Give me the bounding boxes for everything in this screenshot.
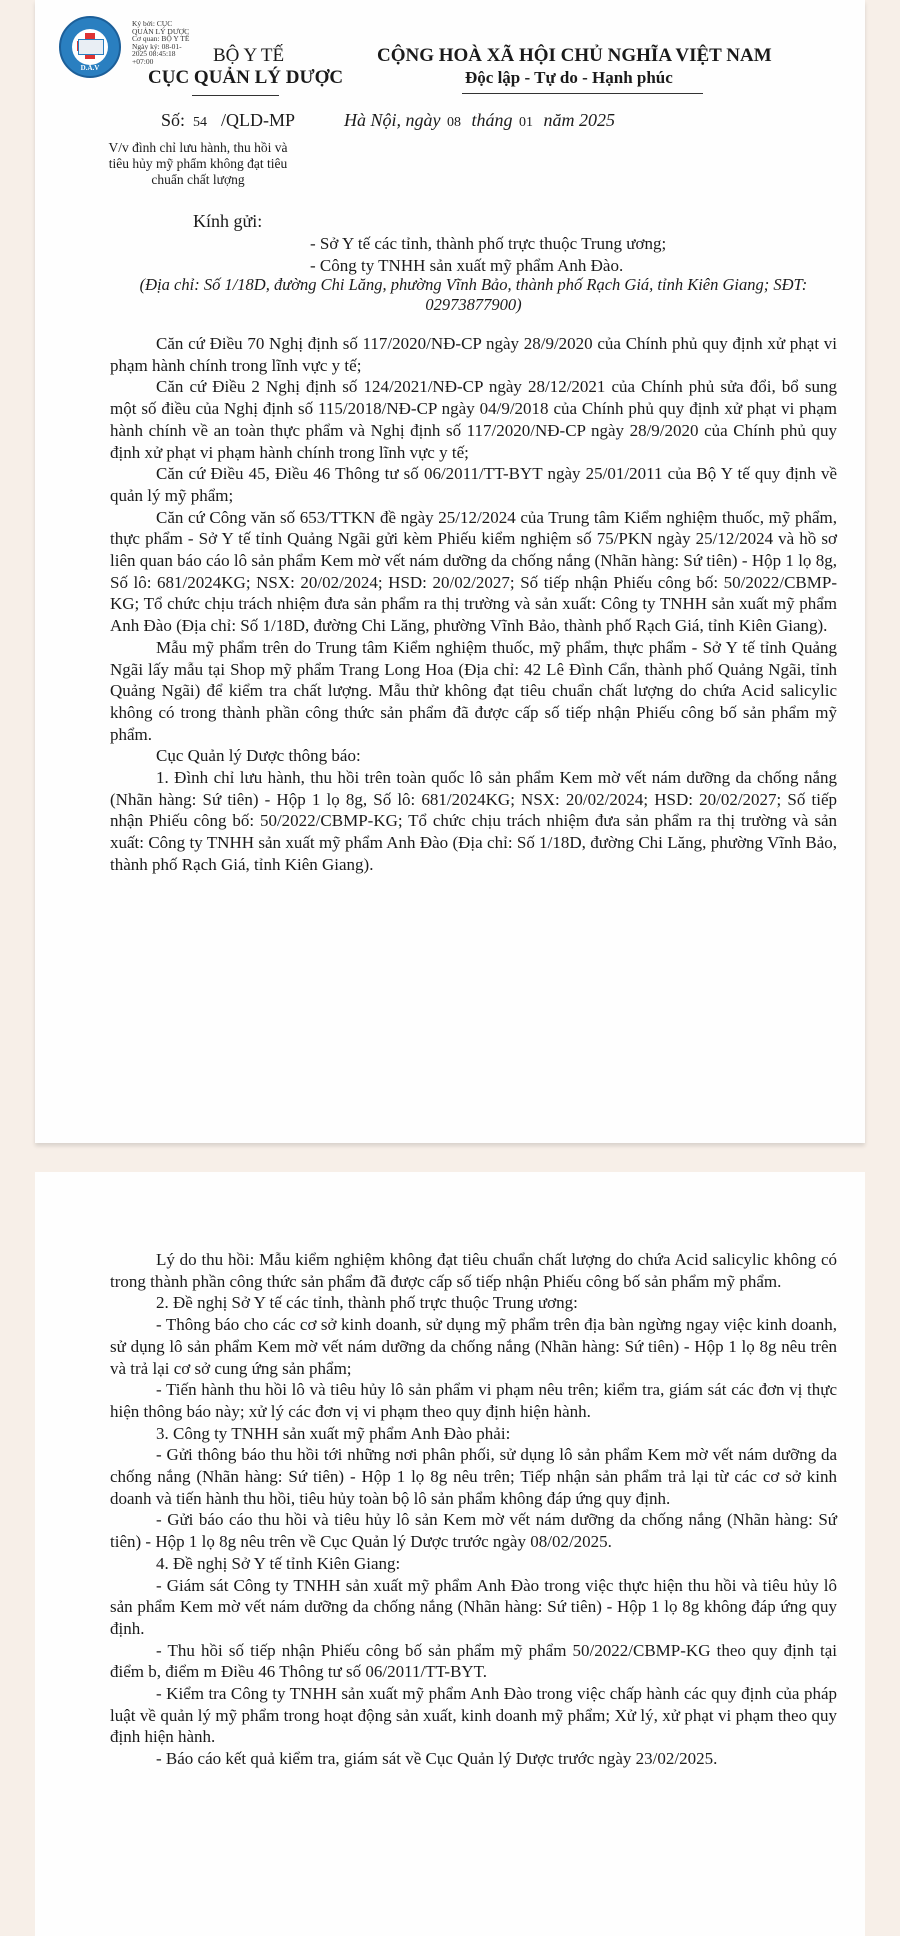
directive-item-4-heading: 4. Đề nghị Sở Y tế tỉnh Kiên Giang: (156, 1553, 401, 1573)
department-name: CỤC QUẢN LÝ DƯỢC (148, 67, 344, 88)
directive-bullet: - Gửi báo cáo thu hồi và tiêu hủy lô sản Kem mờ vết nám dưỡng da chống nắng (Nhãn hàng: Sứ tiên) - Hộp 1 lọ 8g nêu trên về Cục Quản lý Dược trước ngày 08/02/2025. (110, 1510, 837, 1552)
page2-body (110, 1249, 837, 1770)
doc-number-label: Số: (161, 110, 186, 130)
date-month: 01 (519, 115, 534, 130)
recall-reason: Lý do thu hồi: Mẫu kiểm nghiệm không đạt tiêu chuẩn chất lượng do chứa Acid salicylic không có trong thành phần công thức sản phẩm đã được cấp số tiếp nhận Phiếu công bố sản phẩm mỹ phẩm. (110, 1250, 837, 1291)
date-prefix: Hà Nội, ngày (344, 110, 441, 130)
directive-item-3-heading: 3. Công ty TNHH sản xuất mỹ phẩm Anh Đào phải: (156, 1423, 511, 1443)
doc-code: /QLD-MP (221, 110, 296, 130)
directive-bullet: - Báo cáo kết quả kiểm tra, giám sát về Cục Quản lý Dược trước ngày 23/02/2025. (156, 1749, 718, 1769)
sample-description-paragraph: Mẫu mỹ phẩm trên do Trung tâm Kiểm nghiệm thuốc, mỹ phẩm, thực phẩm - Sở Y tế tỉnh Quảng Ngãi lấy mẫu tại Shop mỹ phẩm Trang Long Hoa (Địa chỉ: 42 Lê Đình Cẩn, thành phố Quảng Ngãi, tỉnh Quảng Ngãi) để kiểm tra chất lượng. Mẫu thử không đạt tiêu chuẩn chất lượng do chứa Acid salicylic không có trong thành phần công thức sản phẩm đã được cấp số tiếp nhận Phiếu công bố sản phẩm mỹ phẩm. (110, 637, 837, 744)
issue-date (344, 110, 615, 131)
seal-inner (72, 29, 108, 65)
legal-basis-paragraph: Căn cứ Điều 70 Nghị định số 117/2020/NĐ-CP ngày 28/9/2020 của Chính phủ quy định xử phạt vi phạm hành chính trong lĩnh vực y tế; (110, 334, 837, 375)
year-label: năm 2025 (543, 110, 616, 130)
doc-number-value: 54 (193, 115, 208, 130)
national-motto: Độc lập - Tự do - Hạnh phúc (465, 68, 673, 87)
department-underline (192, 95, 279, 96)
legal-basis-paragraph: Căn cứ Điều 2 Nghị định số 124/2021/NĐ-CP ngày 28/12/2021 của Chính phủ sửa đổi, bổ sung một số điều của Nghị định số 115/2018/NĐ-CP ngày 04/9/2018 của Chính phủ quy định xử phạt vi phạm hành chính về an toàn thực phẩm và Nghị định số 117/2020/NĐ-CP ngày 28/9/2020 của Chính phủ quy định xử phạt vi phạm hành chính trong lĩnh vực y tế; (110, 377, 837, 462)
signed-by: Ký bởi: CỤC QUẢN LÝ DƯỢC (132, 19, 190, 36)
recipient-item: - Công ty TNHH sản xuất mỹ phẩm Anh Đào. (310, 256, 624, 275)
directive-bullet: - Kiểm tra Công ty TNHH sản xuất mỹ phẩm Anh Đào trong việc chấp hành các quy định của pháp luật về quản lý mỹ phẩm trong hoạt động sản xuất, kinh doanh mỹ phẩm; Xử lý, xử phạt vi phạm theo quy định hiện hành. (110, 1684, 837, 1747)
directive-item-1: 1. Đình chỉ lưu hành, thu hồi trên toàn quốc lô sản phẩm Kem mờ vết nám dưỡng da chống nắng (Nhãn hàng: Sứ tiên) - Hộp 1 lọ 8g, Số lô: 681/2024KG; NSX: 20/02/2024; HSD: 20/02/2027; Số tiếp nhận Phiếu công bố: 50/2022/CBMP-KG; Tổ chức chịu trách nhiệm đưa sản phẩm ra thị trường và sản xuất: Công ty TNHH sản xuất mỹ phẩm Anh Đào (Địa chỉ: Số 1/18D, đường Chi Lăng, phường Vĩnh Bảo, thành phố Rạch Giá, tỉnh Kiên Giang). (110, 768, 837, 874)
page1-body (110, 333, 837, 876)
directive-bullet: - Giám sát Công ty TNHH sản xuất mỹ phẩm Anh Đào trong việc thực hiện thu hồi và tiêu hủy lô sản phẩm Kem mờ vết nám dưỡng da chống nắng (Nhãn hàng: Sứ tiên) - Hộp 1 lọ 8g không đáp ứng quy định. (110, 1575, 837, 1638)
directive-bullet: - Thu hồi số tiếp nhận Phiếu công bố sản phẩm mỹ phẩm 50/2022/CBMP-KG theo quy định tại điểm b, điểm m Điều 46 Thông tư số 06/2011/TT-BYT. (110, 1640, 837, 1682)
signing-date: Ngày ký: 08-01-2025 08:45:18 +07:00 (132, 41, 182, 66)
document-page-1 (35, 0, 865, 1143)
open-book-icon (78, 39, 104, 55)
logo-text: D.A.V (80, 64, 100, 72)
month-label: tháng (471, 110, 513, 130)
signing-agency: Cơ quan: BỘ Y TẾ (132, 34, 190, 43)
ministry-name: BỘ Y TẾ (213, 45, 285, 66)
legal-basis-paragraph: Căn cứ Công văn số 653/TTKN đề ngày 25/12/2024 của Trung tâm Kiểm nghiệm thuốc, mỹ phẩm, thực phẩm - Sở Y tế tỉnh Quảng Ngãi gửi kèm Phiếu kiểm nghiệm số 75/PKN ngày 25/12/2024 và hồ sơ liên quan báo cáo lô sản phẩm Kem mờ vết nám dưỡng da chống nắng (Nhãn hàng: Sứ tiên) - Hộp 1 lọ 8g, Số lô: 681/2024KG; NSX: 20/02/2024; HSD: 20/02/2027; Số tiếp nhận Phiếu công bố: 50/2022/CBMP-KG; Tổ chức chịu trách nhiệm đưa sản phẩm ra thị trường và sản xuất: Công ty TNHH sản xuất mỹ phẩm Anh Đào (Địa chỉ: Số 1/18D, đường Chi Lăng, phường Vĩnh Bảo, thành phố Rạch Giá, tỉnh Kiên Giang). (110, 507, 837, 636)
digital-signature-stamp (132, 20, 194, 65)
directive-bullet: - Gửi thông báo thu hồi tới những nơi phân phối, sử dụng lô sản phẩm Kem mờ vết nám dưỡng da chống nắng (Nhãn hàng: Sứ tiên) - Hộp 1 lọ 8g nêu trên; Tiếp nhận sản phẩm trả lại từ các cơ sở kinh doanh và tiến hành thu hồi, tiêu hủy toàn bộ lô sản phẩm không đáp ứng quy định. (110, 1445, 837, 1508)
legal-basis-paragraph: Căn cứ Điều 45, Điều 46 Thông tư số 06/2011/TT-BYT ngày 25/01/2011 của Bộ Y tế quy định về quản lý mỹ phẩm; (110, 464, 837, 505)
date-day: 08 (447, 115, 461, 130)
document-page-2 (35, 1172, 865, 1936)
directive-bullet: - Tiến hành thu hồi lô và tiêu hủy lô sản phẩm vi phạm nêu trên; kiểm tra, giám sát các đơn vị thực hiện thông báo này; xử lý các đơn vị vi phạm theo quy định hiện hành. (110, 1380, 837, 1421)
motto-underline (462, 93, 703, 94)
ministry-seal-logo (59, 16, 121, 78)
recipient-address: (Địa chỉ: Số 1/18D, đường Chi Lăng, phường Vĩnh Bảo, thành phố Rạch Giá, tỉnh Kiên Giang; SĐT: 02973877900) (139, 275, 808, 314)
country-name: CỘNG HOÀ XÃ HỘI CHỦ NGHĨA VIỆT NAM (377, 45, 772, 66)
directive-item-2-heading: 2. Đề nghị Sở Y tế các tỉnh, thành phố trực thuộc Trung ương: (156, 1293, 578, 1313)
announcement-heading: Cục Quản lý Dược thông báo: (156, 746, 361, 766)
subject-line: V/v đình chỉ lưu hành, thu hồi và tiêu hủy mỹ phẩm không đạt tiêu chuẩn chất lượng (108, 140, 288, 187)
recipients-label: Kính gửi: (193, 211, 263, 231)
directive-bullet: - Thông báo cho các cơ sở kinh doanh, sử dụng mỹ phẩm trên địa bàn ngừng ngay việc kinh doanh, sử dụng lô sản phẩm Kem mờ vết nám dưỡng da chống nắng (Nhãn hàng: Sứ tiên) - Hộp 1 lọ 8g nêu trên và trả lại cơ sở cung ứng sản phẩm; (110, 1315, 837, 1378)
recipient-item: - Sở Y tế các tỉnh, thành phố trực thuộc Trung ương; (310, 234, 667, 253)
document-number (161, 110, 295, 131)
